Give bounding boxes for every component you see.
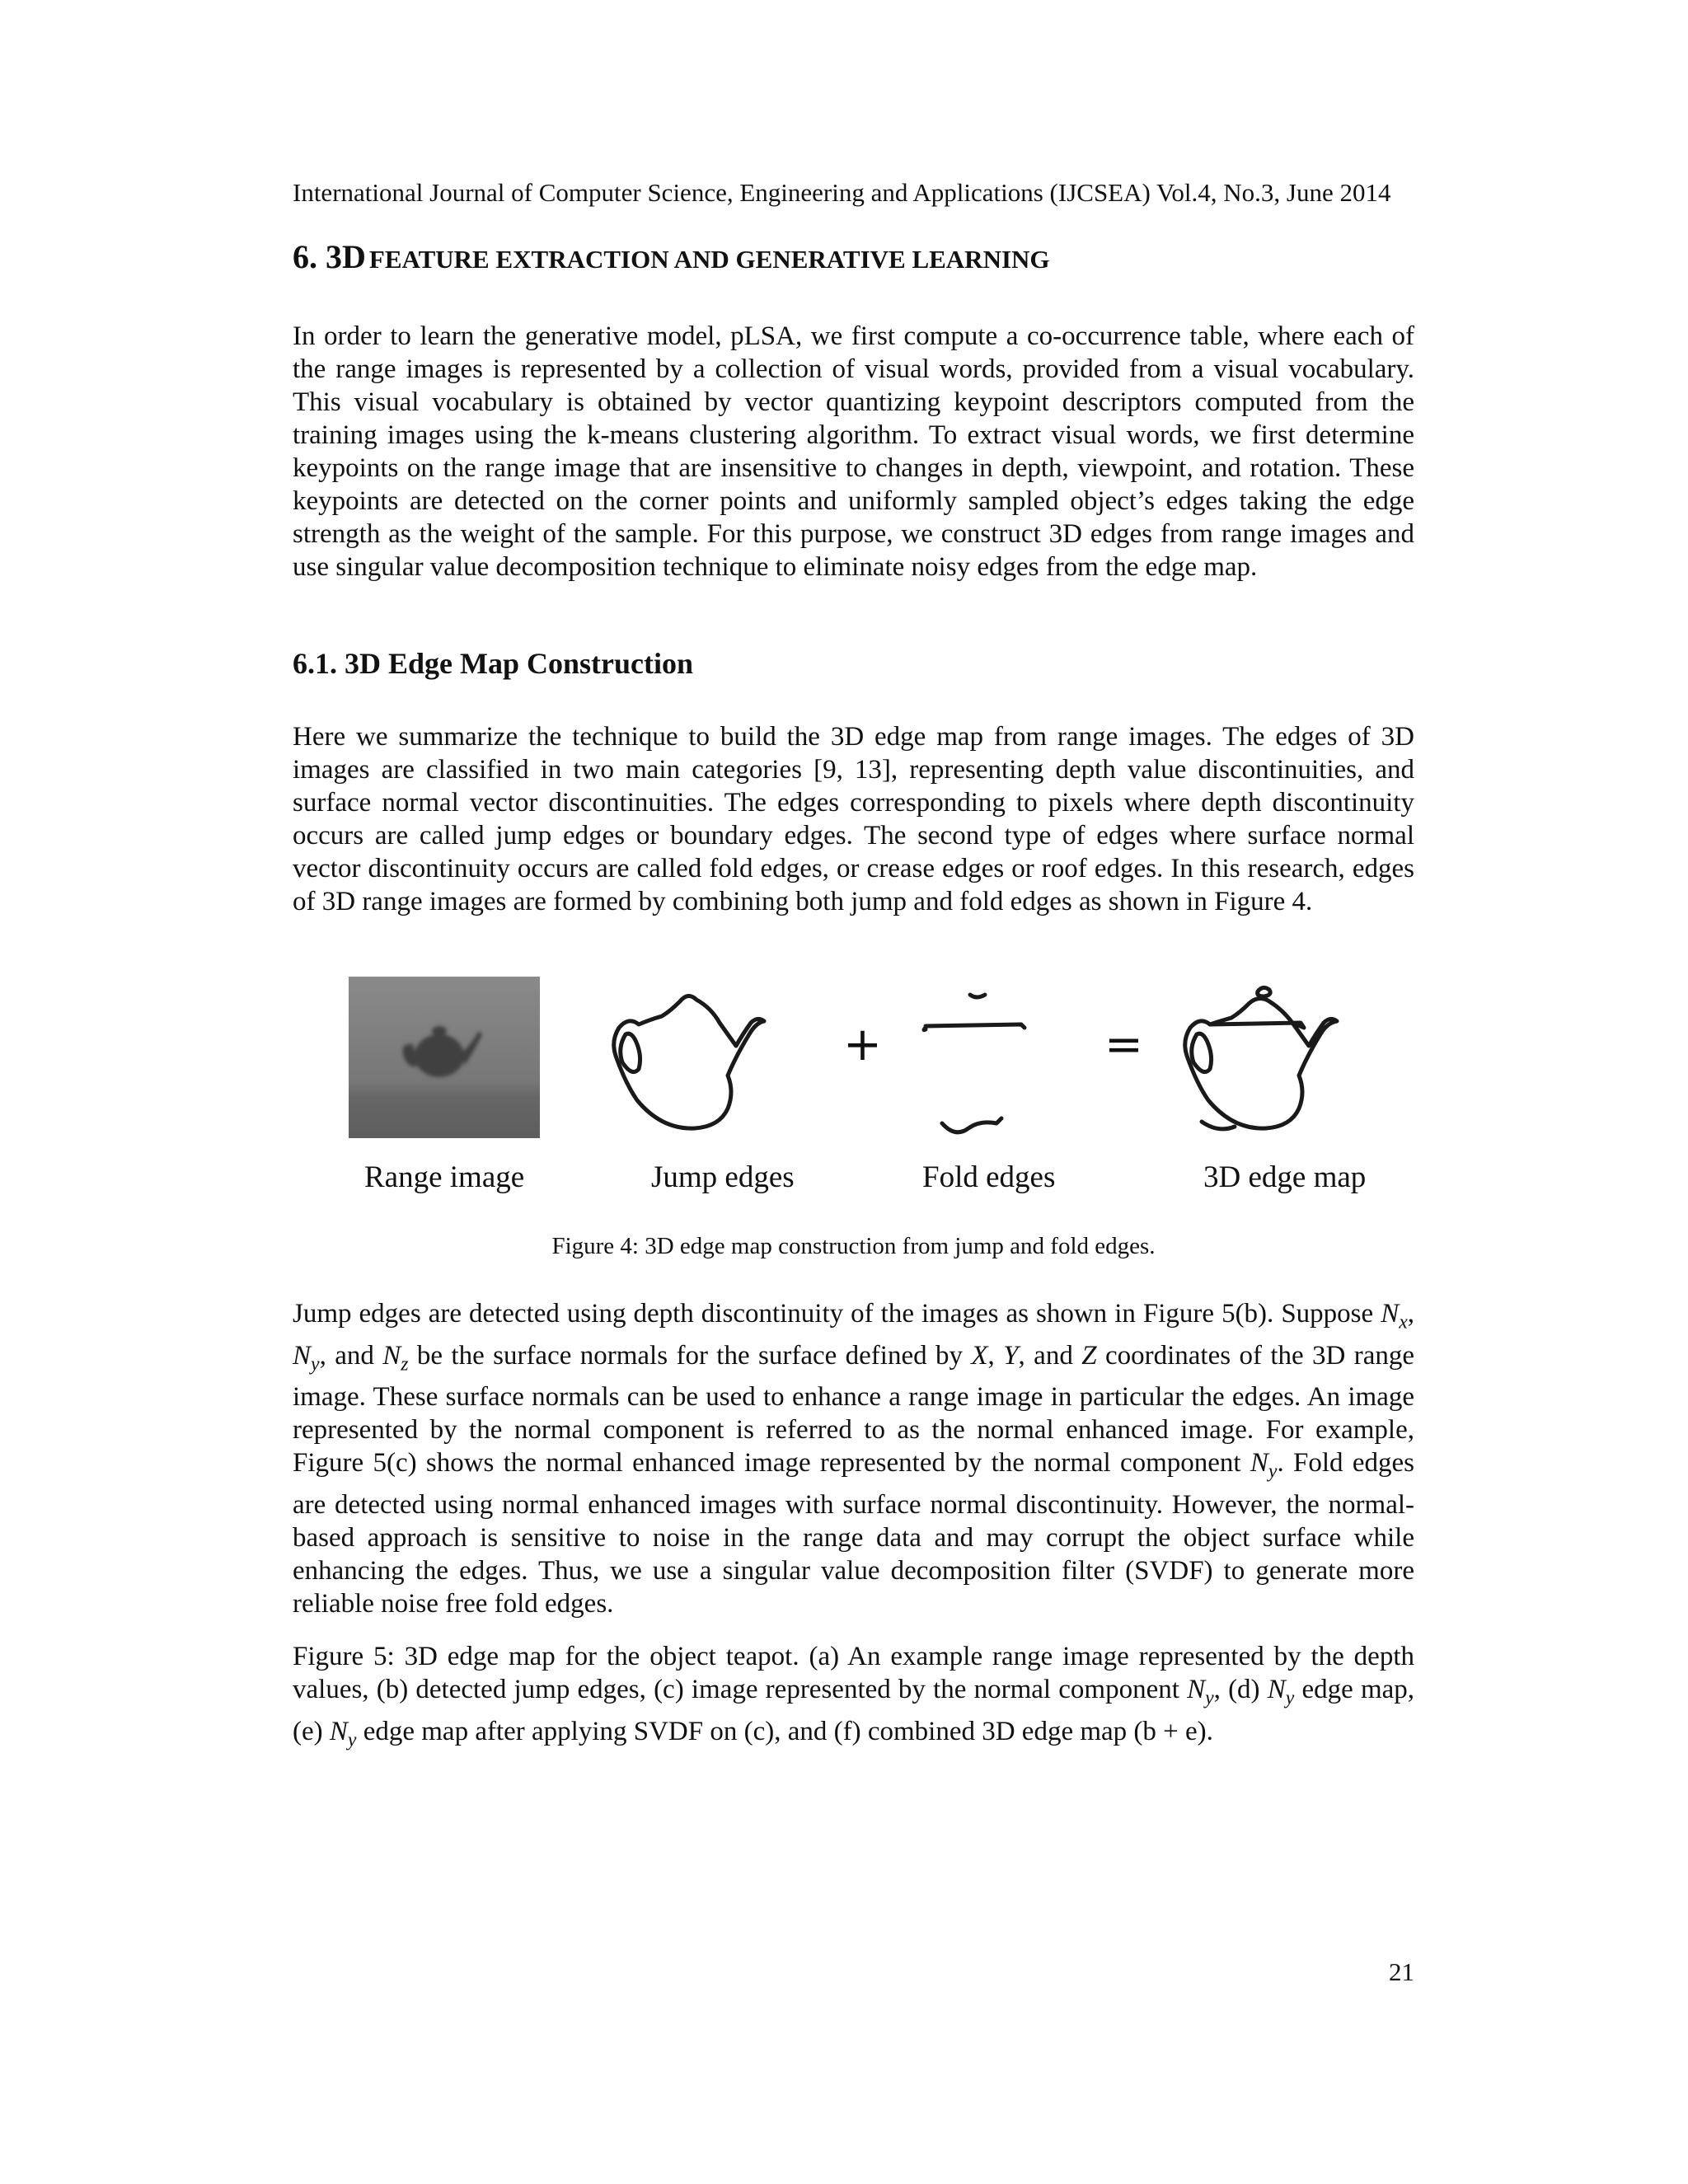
label-jump-edges: Jump edges: [651, 1160, 795, 1194]
label-3d-edge-map: 3D edge map: [1203, 1160, 1367, 1194]
range-image: [349, 977, 540, 1138]
paragraph-jump-edges: Jump edges are detected using depth discontinuity of the images as shown in Figure 5(b). Suppose $N_x$, $N_y$, and $N_z$ be the surface normals for the surface defined by X, Y, and Z coordinates of the 3D range image. These surface normals can be used to enhance a range image in particular the edges. An image represented by the normal component is referred to as the normal enhanced image. For example, Figure 5(c) shows the normal enhanced image represented by the normal component $N_y$. Fold edges are detected using normal enhanced images with surface normal discontinuity. However, the normal-based approach is sensitive to noise in the range data and may corrupt the object surface while enhancing the edges. Thus, we use a singular value decomposition filter (SVDF) to generate more reliable noise free fold edges.: [293, 1299, 1415, 1619]
plus-operator: +: [843, 1018, 882, 1071]
page-number: 21: [1389, 1957, 1414, 1986]
label-range-image: Range image: [364, 1160, 525, 1194]
label-fold-edges: Fold edges: [922, 1160, 1056, 1194]
equals-operator: =: [1104, 1018, 1143, 1071]
running-header: International Journal of Computer Science, Engineering and Applications (IJCSEA) Vol.4, No.3, June 2014: [293, 178, 1391, 207]
figure-4-caption: Figure 4: 3D edge map construction from jump and fold edges.: [551, 1233, 1156, 1259]
edge-map-figure: [1177, 977, 1375, 1150]
fold-edges-figure: [919, 977, 1034, 1150]
subsection-paragraph-1: Here we summarize the technique to build the 3D edge map from range images. The edges of 3D images are classified in two main categories [9, 13], representing depth value discontinuities, and surface normal vector discontinuities. The edges corresponding to pixels where depth discontinuity occurs are called jump edges or boundary edges. The second type of edges where surface normal vector discontinuity occurs are called fold edges, or crease edges or roof edges. In this research, edges of 3D range images are formed by combining both jump and fold edges as shown in Figure 4.: [293, 722, 1414, 916]
figure-4: [293, 977, 1414, 1199]
jump-edges-figure: [604, 977, 794, 1150]
section-heading: [293, 237, 1414, 276]
section-number: 6. 3D: [293, 238, 366, 275]
section-paragraph-1: In order to learn the generative model, pLSA, we first compute a co-occurrence table, where each of the range images is represented by a collection of visual words, provided from a visual vocabulary. This visual vocabulary is obtained by vector quantizing keypoint descriptors computed from the training images using the k-means clustering algorithm. To extract visual words, we first determine keypoints on the range image that are insensitive to changes in depth, viewpoint, and rotation. These keypoints are detected on the corner points and uniformly sampled object’s edges taking the edge strength as the weight of the sample. For this purpose, we construct 3D edges from range images and use singular value decomposition technique to eliminate noisy edges from the edge map.: [293, 321, 1414, 582]
paper-page: [293, 0, 1414, 2184]
figure-5-caption: Figure 5: 3D edge map for the object teapot. (a) An example range image represented by the depth values, (b) detected jump edges, (c) image represented by the normal component $N_y$, (d) $N_y$ edge map, (e) $N_y$ edge map after applying SVDF on (c), and (f) combined 3D edge map (b + e).: [293, 1642, 1415, 1751]
subsection-heading: 6.1. 3D Edge Map Construction: [293, 647, 694, 680]
section-title: FEATURE EXTRACTION AND GENERATIVE LEARNING: [368, 245, 1050, 274]
